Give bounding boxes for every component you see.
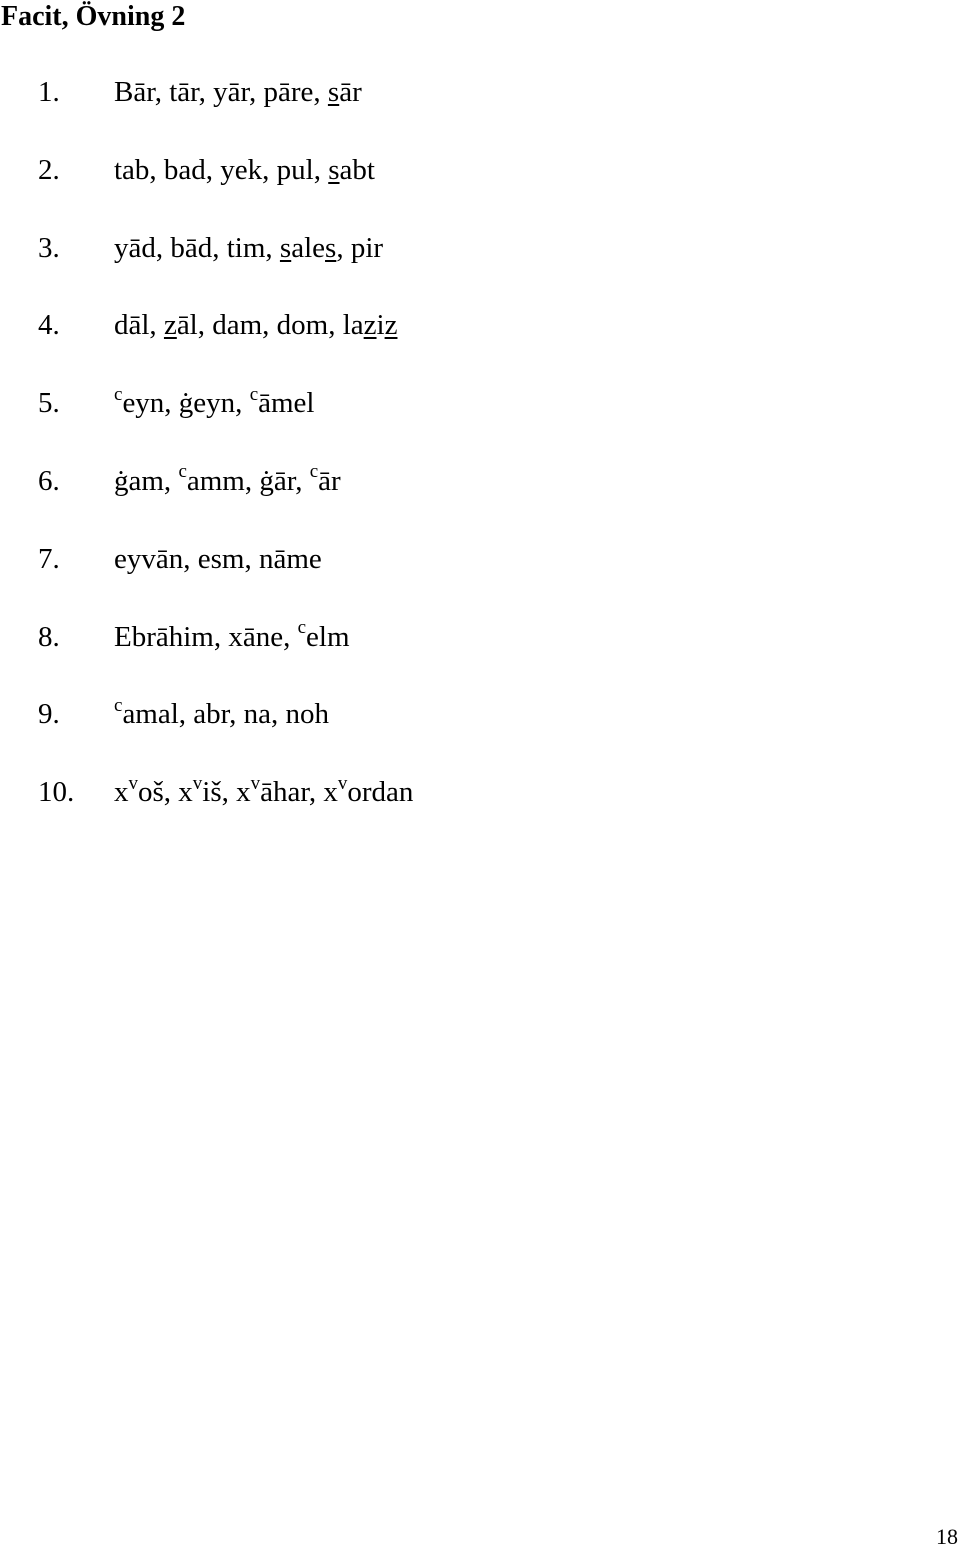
answer-number: 10. xyxy=(38,776,75,809)
answer-number: 4. xyxy=(38,309,60,342)
answer-number: 7. xyxy=(38,542,60,575)
answer-row-9 xyxy=(0,692,960,770)
answer-text: tab, bad, yek, pul, sabt xyxy=(114,153,375,186)
answer-number: 8. xyxy=(38,620,60,653)
answer-text: $^c$amal, abr, na, noh xyxy=(114,694,330,731)
answer-row-7 xyxy=(0,537,960,615)
answer-row-8 xyxy=(0,615,960,693)
page-number: 18 xyxy=(936,1524,958,1549)
answer-text: Ebrāhim, xāne, $^c$elm xyxy=(114,616,350,653)
answer-list xyxy=(0,70,960,848)
answer-text: yād, bād, tim, sales, pir xyxy=(114,231,384,264)
answer-text: ġam, $^c$amm, ġār, $^c$ār xyxy=(114,461,341,497)
answer-row-2 xyxy=(0,148,960,226)
answer-number: 5. xyxy=(38,387,60,420)
answer-row-6 xyxy=(0,459,960,537)
answer-number: 2. xyxy=(38,153,60,186)
answer-number: 6. xyxy=(38,464,60,497)
answer-number: 9. xyxy=(38,698,60,731)
answer-row-10 xyxy=(0,770,960,848)
answer-row-4 xyxy=(0,303,960,381)
answer-number: 1. xyxy=(38,76,60,108)
answer-text: $^c$eyn, ġeyn, $^c$āmel xyxy=(114,383,315,420)
answer-row-1 xyxy=(0,70,960,148)
page-title: Facit, Övning 2 xyxy=(1,1,186,32)
answer-text: eyvān, esm, nāme xyxy=(114,542,322,575)
answer-text: $x^voš$, $x^viš$, $x^vāhar$, $x^vordan$ xyxy=(114,772,414,809)
answer-text: dāl, zāl, dam, dom, laziz xyxy=(114,309,398,342)
answer-number: 3. xyxy=(38,231,60,264)
answer-row-5 xyxy=(0,381,960,459)
answer-row-3 xyxy=(0,226,960,304)
answer-text: Bār, tār, yār, pāre, sār xyxy=(114,76,362,108)
